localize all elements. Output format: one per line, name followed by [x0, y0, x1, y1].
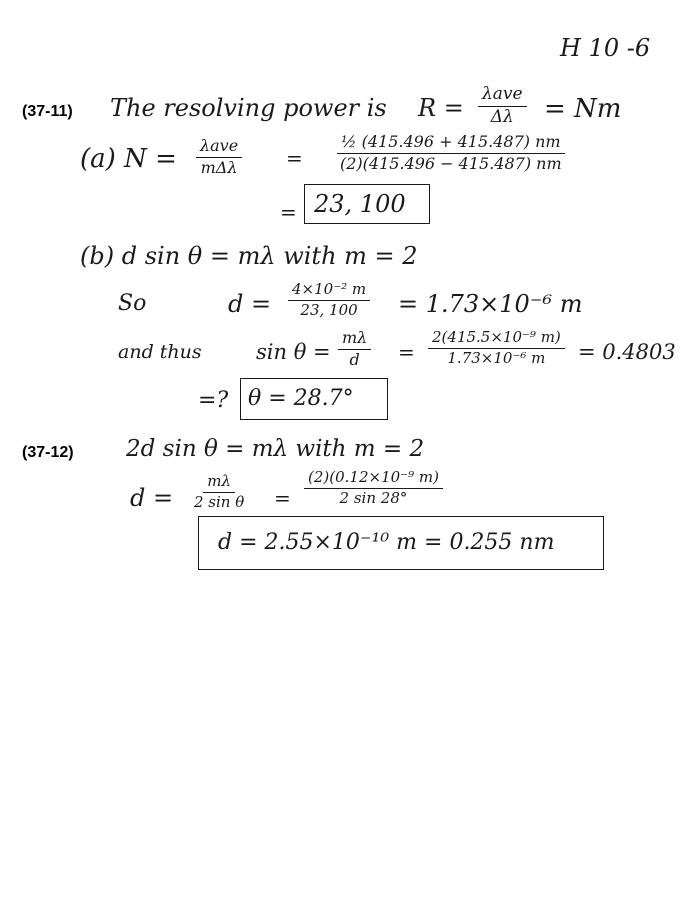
fraction-numerator: 2(415.5×10⁻⁹ m) [428, 330, 565, 349]
d-equals: d = [228, 290, 272, 318]
sin-fraction-1 [338, 330, 371, 369]
implies-arrow: =? [198, 388, 229, 413]
fraction-numerator: mλ [338, 330, 371, 350]
fraction-denominator: 2 sin 28° [339, 488, 408, 507]
resolving-power-intro: The resolving power is [110, 94, 387, 122]
fraction-denominator: (2)(415.496 − 415.487) nm [340, 153, 562, 173]
fraction-numerator: mλ [203, 474, 235, 493]
page-id: H 10 -6 [560, 34, 651, 62]
fraction-numerator: 4×10⁻² m [288, 282, 370, 301]
fraction-denominator: Δλ [490, 106, 514, 127]
equals-sign: = [286, 146, 303, 170]
equals-sign: = [398, 340, 415, 364]
problem-label-37-11: (37-11) [22, 103, 73, 120]
equals-sign: = [280, 200, 297, 224]
part-a-lhs: (a) N = [80, 144, 177, 174]
resolving-power-fraction [478, 86, 527, 127]
answer-37-12: d = 2.55×10⁻¹⁰ m = 0.255 nm [218, 530, 555, 555]
fraction-numerator: λave [196, 138, 242, 158]
fraction-numerator: (2)(0.12×10⁻⁹ m) [304, 470, 443, 489]
problem-label-37-12: (37-12) [22, 444, 74, 461]
fraction-denominator: d [349, 349, 360, 369]
fraction-denominator: mΔλ [200, 157, 238, 177]
answer-a: 23, 100 [314, 190, 406, 218]
part-a-fraction [196, 138, 242, 177]
wavelength-fraction [336, 134, 566, 173]
sin-theta-equals: sin θ = [256, 340, 331, 364]
resolving-power-R: R = [418, 94, 464, 122]
fraction-numerator: ½ (415.496 + 415.487) nm [337, 134, 565, 154]
fraction-numerator: λave [478, 86, 527, 107]
d-result: = 1.73×10⁻⁶ m [398, 290, 583, 318]
equals-sign: = [274, 486, 291, 510]
bragg-equation: 2d sin θ = mλ with m = 2 [126, 436, 425, 462]
part-b-line: (b) d sin θ = mλ with m = 2 [80, 242, 418, 270]
fraction-denominator: 2 sin θ [194, 492, 245, 511]
so-word: So [118, 291, 147, 316]
fraction-denominator: 1.73×10⁻⁶ m [447, 348, 546, 367]
d-equals: d = [130, 484, 174, 512]
fraction-denominator: 23, 100 [300, 300, 358, 319]
and-thus: and thus [118, 341, 202, 363]
d-fraction-1 [190, 474, 248, 511]
d-fraction-2 [304, 470, 443, 507]
d-fraction [288, 282, 370, 319]
sin-result: = 0.4803 [578, 340, 676, 364]
sin-fraction-2 [428, 330, 565, 367]
answer-b: θ = 28.7° [248, 386, 354, 411]
resolving-power-Nm: = Nm [544, 94, 622, 124]
